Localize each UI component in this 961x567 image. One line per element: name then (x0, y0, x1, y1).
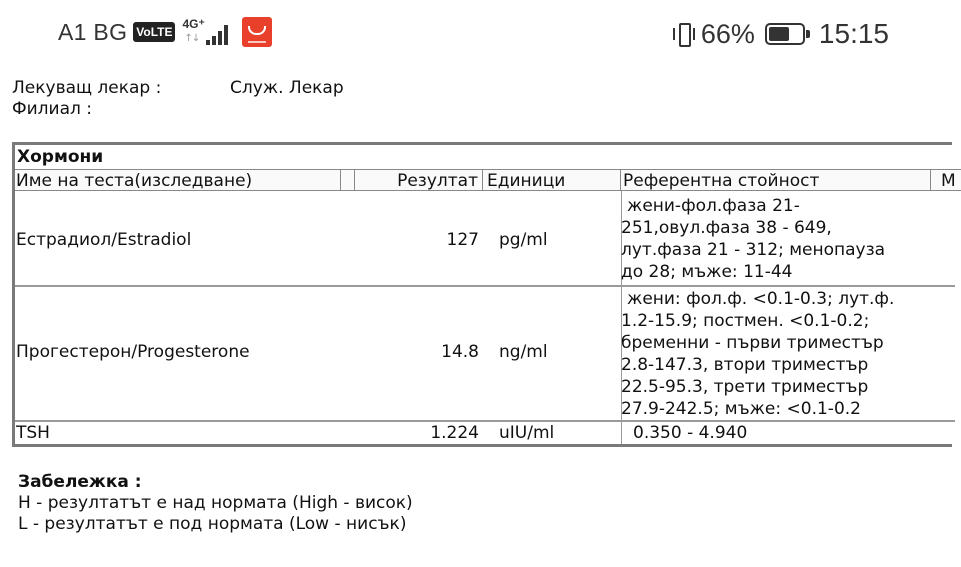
doctor-label: Лекуващ лекар : (12, 78, 162, 98)
test-unit: pg/ml (499, 230, 548, 250)
battery-fill (769, 27, 789, 41)
carrier-name: A1 BG (58, 18, 128, 45)
column-header-reference: Референтна стойност (621, 169, 931, 191)
column-header-name: Име на теста(изследване) (15, 169, 341, 191)
test-reference-line: жени-фол.фаза 21- (627, 196, 800, 216)
section-title: Хормони (17, 147, 104, 167)
volte-badge: VoLTE (133, 22, 175, 42)
vibrate-icon (673, 21, 695, 47)
status-bar-right (673, 14, 889, 54)
column-header-spacer (341, 169, 355, 191)
data-arrows-icon: ↑↓ (184, 33, 200, 44)
test-result: 1.224 (430, 423, 479, 443)
note-line-high: H - резултатът е над нормата (High - висок) (18, 493, 413, 513)
notes-title: Забележка : (18, 472, 142, 492)
test-name: Естрадиол/Estradiol (16, 230, 192, 250)
test-result: 127 (446, 230, 479, 250)
test-reference-line: жени: фол.ф. <0.1-0.3; лут.ф. (627, 289, 895, 309)
test-result: 14.8 (441, 342, 479, 362)
column-header-units: Единици (483, 169, 621, 191)
test-reference-line: 1.2-15.9; постмен. <0.1-0.2; (621, 311, 870, 331)
row-divider (15, 420, 955, 422)
status-bar (0, 0, 945, 66)
clock: 15:15 (818, 18, 889, 49)
test-unit: uIU/ml (499, 423, 555, 443)
row-divider (15, 285, 955, 287)
battery-percent: 66% (700, 18, 755, 49)
doctor-value: Служ. Лекар (230, 78, 344, 98)
column-header-result: Резултат (355, 169, 483, 191)
column-header-extra: М (931, 169, 961, 191)
branch-label: Филиал : (12, 99, 93, 119)
test-reference-line: до 28; мъже: 11-44 (621, 262, 793, 282)
note-line-low: L - резултатът е под нормата (Low - нисък) (18, 514, 407, 534)
test-reference-line: 251,овул.фаза 38 - 649, (621, 218, 832, 238)
test-unit: ng/ml (499, 342, 548, 362)
test-reference-line: 0.350 - 4.940 (633, 423, 748, 443)
test-name: Прогестерон/Progesterone (16, 342, 250, 362)
test-reference-line: лут.фаза 21 - 312; менопауза (621, 240, 886, 260)
test-reference-line: 2.8-147.3, втори триместър (621, 355, 869, 375)
test-reference-line: 27.9-242.5; мъже: <0.1-0.2 (621, 399, 861, 419)
signal-icon (182, 17, 232, 47)
test-name: TSH (16, 423, 50, 443)
test-reference-line: 22.5-95.3, трети триместър (621, 377, 869, 397)
battery-icon (765, 23, 805, 45)
test-reference-line: бременни - първи триместър (621, 333, 884, 353)
network-type: 4G⁺ (182, 17, 205, 31)
aliexpress-notification-icon (242, 17, 272, 47)
results-table (12, 142, 956, 447)
status-bar-left (58, 14, 272, 50)
